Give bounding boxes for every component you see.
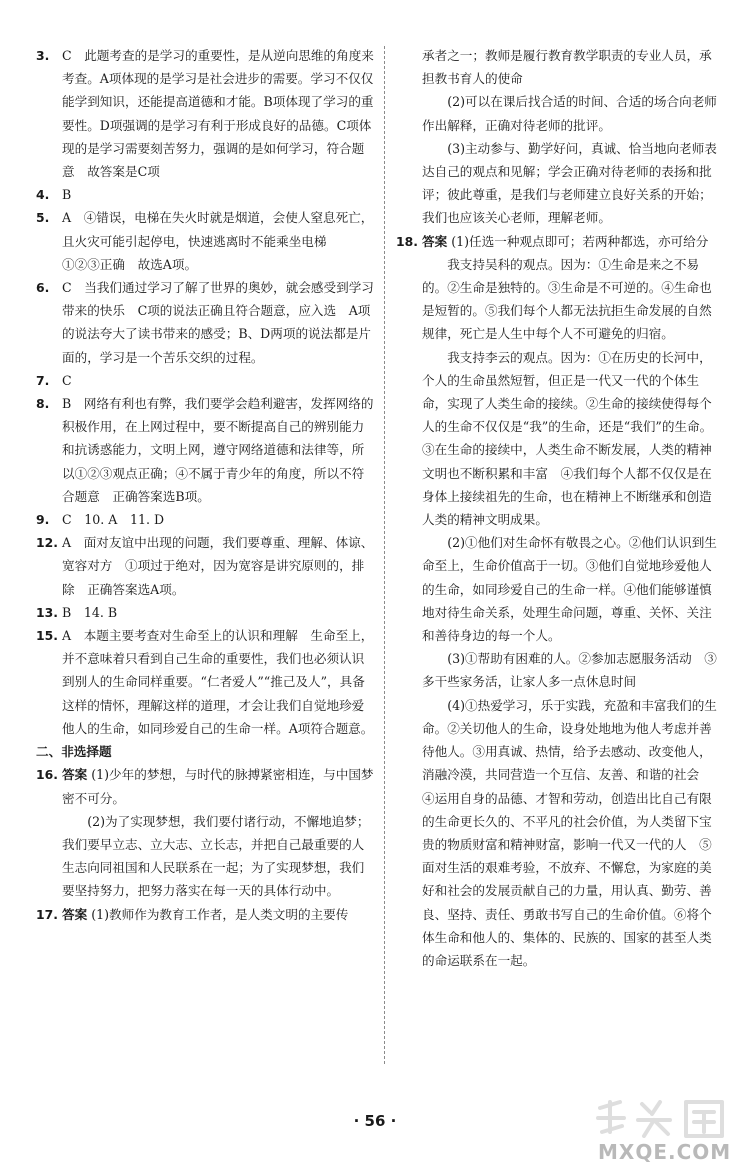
column-divider	[384, 46, 385, 1064]
answer-label: 答案	[62, 906, 88, 922]
answer-item-13	[36, 601, 376, 624]
answer-text: C	[62, 372, 72, 388]
answer-part-1: (1)少年的梦想，与时代的脉搏紧密相连，与中国梦密不可分。	[62, 767, 374, 806]
answer-text	[36, 903, 376, 926]
right-column	[396, 44, 718, 972]
answer-item-18	[396, 230, 718, 253]
answer-text: A 面对友谊中出现的问题，我们要尊重、理解、体谅、宽容对方 ①项过于绝对，因为宽容是讲究原则的，排除 正确答案选A项。	[62, 535, 374, 597]
question-number: 6.	[36, 280, 50, 296]
answer-text: C 此题考查的是学习的重要性，是从逆向思维的角度来考查。A项体现的是学习是社会进步的需要。学习不仅仅能学到知识，还能提高道德和才能。B项体现了学习的重要性。D项强调的是学习有利于形成良好的品德。C项体现的是学习需要刻苦努力，强调的是如何学习，符合题意 故答案是C项	[62, 48, 374, 180]
answer-18-part-2: (2)①他们对生命怀有敬畏之心。②他们认识到生命至上，生命价值高于一切。③他们自觉地珍爱他人的生命，如同珍爱自己的生命一样。④他们能够谨慎地对待生命关系，处理生命问题，尊重、关怀、关注和善待身边的每一个人。	[422, 535, 717, 644]
answer-item-3	[36, 44, 376, 183]
question-number: 5.	[36, 210, 50, 226]
answer-text: A 本题主要考查对生命至上的认识和理解 生命至上，并不意味着只看到自己生命的重要性，我们也必须认识到别人的生命同样重要。“仁者爱人”“推己及人”，具备这样的情怀，理解这样的道理，才会让我们自觉地珍爱他人的生命，如同珍爱自己的生命一样。A项符合题意。	[62, 628, 374, 736]
answer-label: 答案	[422, 233, 448, 249]
answer-label: 答案	[62, 767, 88, 783]
answer-item-16	[36, 763, 376, 809]
question-number: 9.	[36, 512, 50, 528]
question-number: 12.	[36, 535, 58, 551]
answer-18-part-3: (3)①帮助有困难的人。②参加志愿服务活动 ③多干些家务活，让家人多一点休息时间	[422, 651, 717, 690]
answer-17-continued: 承者之一；教师是履行教育教学职责的专业人员，承担教书育人的使命	[422, 48, 712, 87]
answer-part-1: (1)教师作为教育工作者，是人类文明的主要传	[91, 906, 349, 922]
answer-item-17	[36, 903, 376, 926]
answer-text: C 10. A 11. D	[62, 512, 165, 528]
answer-item-7	[36, 369, 376, 392]
answer-18-view-b: 我支持李云的观点。因为：①在历史的长河中，个人的生命虽然短暂，但正是一代又一代的个体生命，实现了人类生命的接续。②生命的接续使得每个人的生命不仅仅是“我”的生命，还是“我们”的生命。③在生命的接续中，人类生命不断发展，人类的精神文明也不断积累和丰富 ④我们每个人都不仅仅是在身体上接续祖先的生命，也在精神上不断继承和创造人类的精神文明成果。	[422, 349, 713, 528]
answer-part-1: (1)任选一种观点即可；若两种都选，亦可给分	[451, 233, 709, 249]
answer-item-12	[36, 531, 376, 601]
answer-part-2: (2)为了实现梦想，我们要付诸行动，不懈地追梦；我们要早立志、立大志、立长志，并把自己最重要的人生志向同祖国和人民联系在一起；为了实现梦想，我们要坚持努力，把努力落实在每一天的具体行动中。	[62, 813, 370, 899]
left-column	[36, 44, 376, 926]
question-number: 4.	[36, 187, 50, 203]
answer-item-9	[36, 508, 376, 531]
question-number: 13.	[36, 604, 58, 620]
answer-item-15	[36, 624, 376, 740]
question-number: 17.	[36, 906, 58, 922]
answer-text	[396, 230, 718, 253]
answer-item-6	[36, 276, 376, 369]
answer-17-part-3: (3)主动参与、勤学好问，真诚、恰当地向老师表达自己的观点和见解；学会正确对待老师的表扬和批评；彼此尊重，是我们与老师建立良好关系的开始；我们也应该关心老师，理解老师。	[422, 140, 717, 226]
question-number: 8.	[36, 396, 50, 412]
answer-18-part-4: (4)①热爱学习，乐于实践，充盈和丰富我们的生命。②关切他人的生命，设身处地地为他人考虑并善待他人。③用真诚、热情，给予去感动、改变他人，消融冷漠，共同营造一个互信、友善、和谐的社会 ④运用自身的品德、才智和劳动，创造出比自己有限的生命更长久的、不平凡的社会价值，为人类留下宝贵的物质财富和精神财富，影响一代又一代的人 ⑤面对生活的艰难考验，不放弃、不懈怠，为家庭的美好和社会的发展贡献自己的力量，用认真、勤劳、善良、坚持、责任、勇敢书写自己的生命价值。⑥将个体生命和他人的、集体的、民族的、国家的甚至人类的命运联系在一起。	[422, 697, 717, 968]
answer-item-5	[36, 206, 376, 276]
question-number: 15.	[36, 628, 58, 644]
question-number: 16.	[36, 767, 58, 783]
answer-text: A ④错误，电梯在失火时就是烟道，会使人窒息死亡，且火灾可能引起停电，快速逃离时不能乘坐电梯 ①②③正确 故选A项。	[62, 210, 374, 272]
answer-text	[36, 763, 376, 809]
question-number: 7.	[36, 372, 50, 388]
section-heading: 二、非选择题	[36, 744, 112, 760]
answer-text: B	[62, 187, 72, 203]
answer-item-4	[36, 183, 376, 206]
answer-item-8	[36, 392, 376, 508]
answer-text: C 当我们通过学习了解了世界的奥妙，就会感受到学习带来的快乐 C项的说法正确且符合题意，应入选 A项的说法夸大了读书带来的感受；B、D两项的说法都是片面的，学习是一个苦乐交织的过程。	[62, 280, 374, 365]
page-number: · 56 ·	[353, 1112, 397, 1130]
answer-17-part-2: (2)可以在课后找合适的时间、合适的场合向老师作出解释，正确对待老师的批评。	[422, 94, 717, 133]
answer-18-view-a: 我支持吴科的观点。因为：①生命是来之不易的。②生命是独特的。③生命是不可逆的。④生命也是短暂的。⑤我们每个人都无法抗拒生命发展的自然规律，死亡是人生中每个人不可避免的归宿。	[422, 256, 712, 342]
answer-text: B 网络有利也有弊，我们要学会趋利避害，发挥网络的积极作用，在上网过程中，要不断提高自己的辨别能力和抗诱惑能力，文明上网，遵守网络道德和法律等，所以①②③观点正确；④不属于青少年的角度，所以不符合题意 正确答案选B项。	[62, 396, 374, 504]
question-number: 18.	[396, 233, 418, 249]
question-number: 3.	[36, 48, 50, 63]
answer-text: B 14. B	[62, 604, 118, 620]
watermark-url: MXQE.COM	[598, 1140, 732, 1164]
